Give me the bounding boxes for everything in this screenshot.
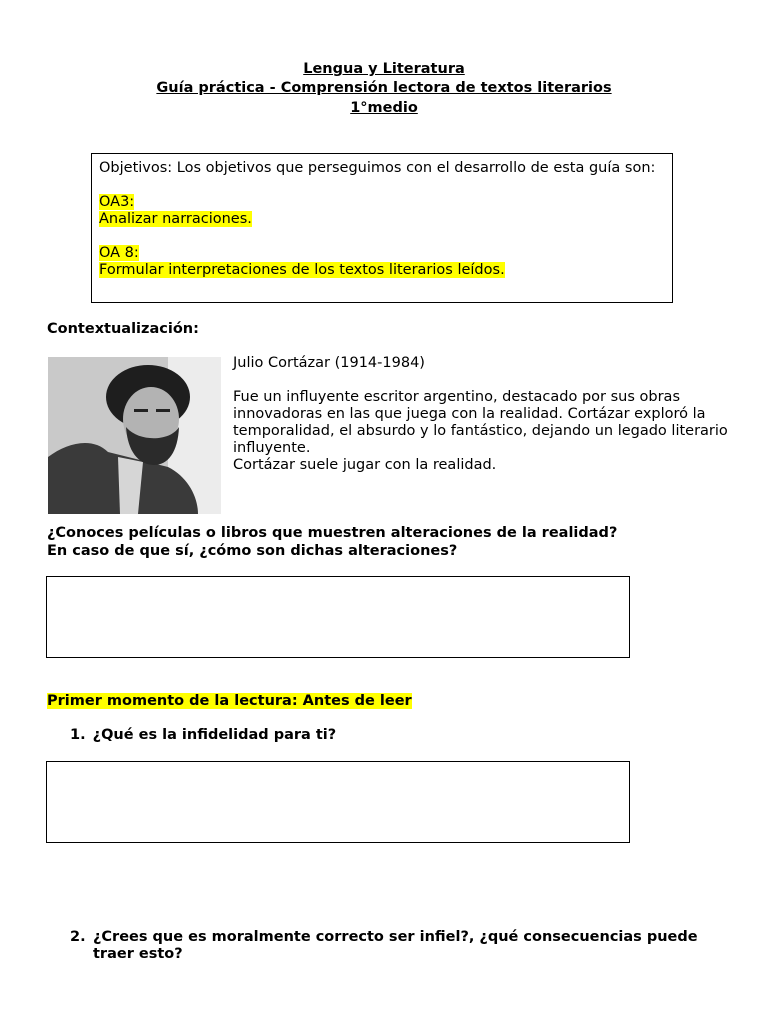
doc-title: Lengua y Literatura <box>303 61 465 77</box>
author-portrait-icon <box>48 357 221 514</box>
question-1: 1. ¿Qué es la infidelidad para ti? <box>70 727 337 743</box>
section-heading: Primer momento de la lectura: Antes de leer <box>47 693 412 709</box>
doc-grade: 1°medio <box>350 100 418 116</box>
intro-answer-box[interactable] <box>46 576 630 658</box>
author-description: Fue un influyente escritor argentino, destacado por sus obras innovadoras en las que juega con la realidad. Cortázar exploró la temporalidad, el absurdo y lo fantástico, dejando un legado literario influyente. <box>233 389 728 456</box>
oa3-code: OA3: <box>99 194 135 210</box>
oa8-text: Formular interpretaciones de los textos literarios leídos. <box>99 262 505 278</box>
intro-question: ¿Conoces películas o libros que muestren alteraciones de la realidad? En caso de que sí, ¿cómo son dichas alteraciones? <box>47 525 618 559</box>
oa3-text: Analizar narraciones. <box>99 211 252 227</box>
doc-subtitle: Guía práctica - Comprensión lectora de textos literarios <box>156 80 612 96</box>
author-photo <box>48 357 221 514</box>
author-bio <box>233 355 733 474</box>
author-name: Julio Cortázar (1914-1984) <box>233 355 425 371</box>
oa8-code: OA 8: <box>99 245 139 261</box>
author-note: Cortázar suele jugar con la realidad. <box>233 457 497 473</box>
objectives-intro: Objetivos: Los objetivos que perseguimos con el desarrollo de esta guía son: <box>99 160 656 176</box>
context-heading: Contextualización: <box>47 321 199 337</box>
question-2: 2. ¿Crees que es moralmente correcto ser infiel?, ¿qué consecuencias puede traer esto? <box>70 929 698 962</box>
question-1-answer-box[interactable] <box>46 761 630 843</box>
objectives-box <box>91 153 673 303</box>
